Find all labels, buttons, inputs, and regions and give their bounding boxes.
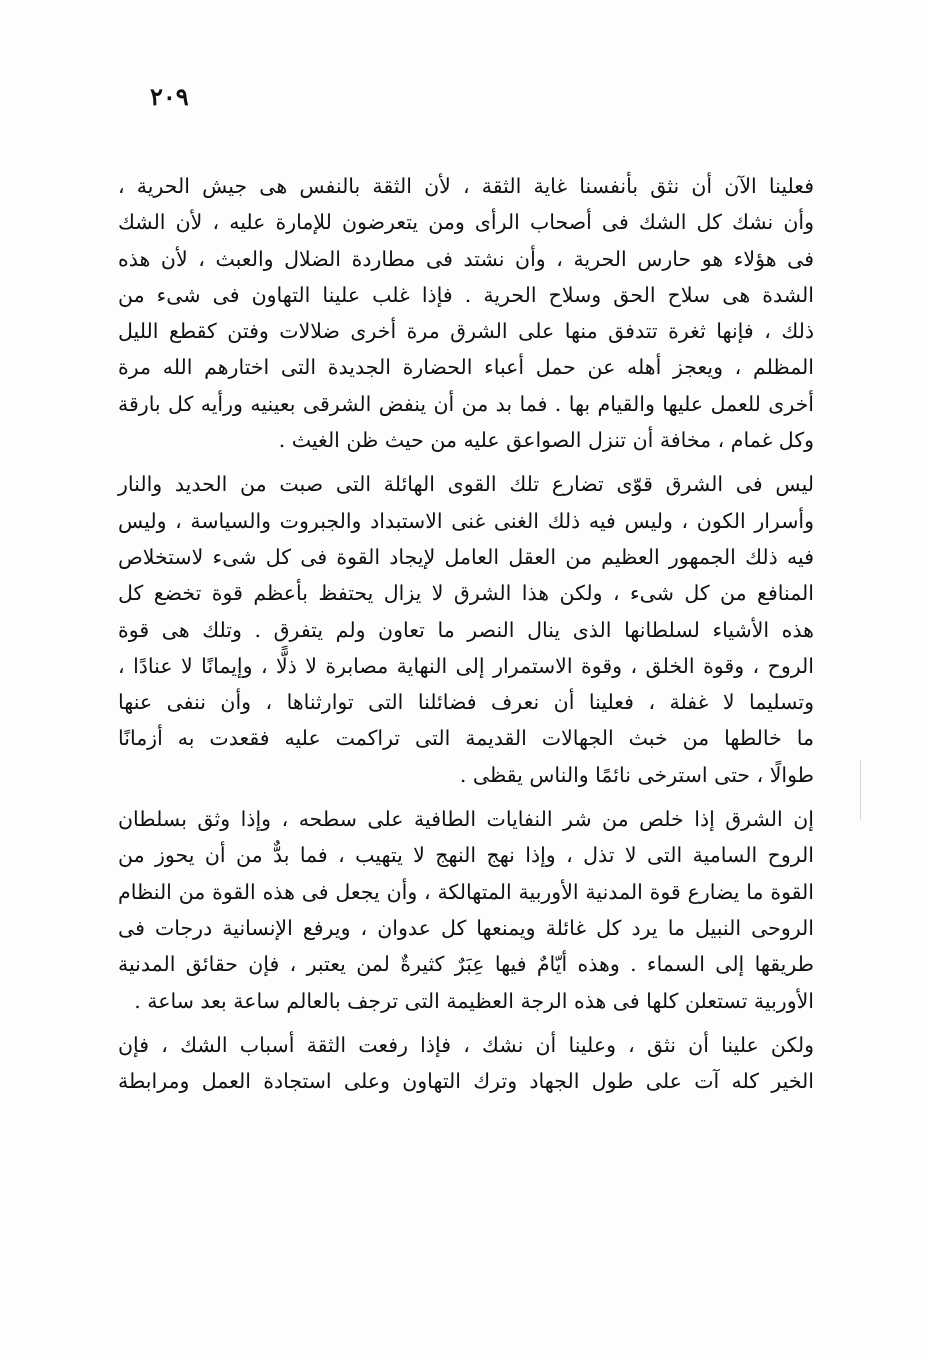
text-line: طريقها إلى السماء . وهذه أيّامٌ فيها عِبَرٌ كثيرةٌ لمن يعتبر ، فإن حقائق المدنية — [118, 952, 814, 977]
text-line: الخير كله آت على طول الجهاد وترك التهاون وعلى استجادة العمل ومرابطة — [118, 1069, 814, 1094]
paragraph — [118, 466, 840, 793]
text-line: ليس فى الشرق قوّى تضارع تلك القوى الهائلة التى صبت من الحديد والنار — [118, 472, 814, 497]
text-line: الأوربية تستعلن كلها فى هذه الرجة العظيمة التى ترجف بالعالم ساعة بعد ساعة . — [134, 988, 814, 1013]
text-line: طوالًا ، حتى استرخى نائمًا والناس يقظى . — [459, 762, 814, 787]
text-line: إن الشرق إذا خلص من شر النفايات الطافية على سطحه ، وإذا وثق بسلطان — [118, 807, 814, 832]
text-line: أخرى للعمل عليها والقيام بها . فما بد من أن ينفض الشرقى بعينيه ورأيه كل بارقة — [118, 391, 814, 416]
margin-mark — [860, 760, 861, 820]
text-line: فعلينا الآن أن نثق بأنفسنا غاية الثقة ، لأن الثقة بالنفس هى جيش الحرية ، — [118, 174, 814, 198]
text-line: المنافع من كل شىء ، ولكن هذا الشرق لا يزال يحتفظ بأعظم قوة تخضع كل — [118, 581, 814, 606]
text-line: فيه ذلك الجمهور العظيم من العقل العامل لإيجاد القوة فى كل شىء لاستخلاص — [118, 544, 814, 569]
text-line: هذه الأشياء لسلطانها الذى ينال النصر ما تعاون ولم يتفرق . وتلك هى قوة — [118, 617, 814, 642]
text-line: وأن نشك كل الشك فى أصحاب الرأى ومن يتعرضون للإمارة عليه ، لأن الشك — [118, 210, 814, 235]
text-line: ولكن علينا أن نثق ، وعلينا أن نشك ، فإذا رفعت الثقة أسباب الشك ، فإن — [118, 1032, 814, 1057]
text-line: القوة ما يضارع قوة المدنية الأوربية المتهالكة ، وأن يجعل فى هذه القوة من النظام — [118, 879, 814, 904]
paragraph — [118, 168, 840, 458]
text-line: الروح ، وقوة الخلق ، وقوة الاستمرار إلى النهاية مصابرة لا ذلًّا ، وإيمانًا لا عنادًا ، — [118, 653, 814, 678]
text-line: وأسرار الكون ، وليس فيه ذلك الغنى غنى الاستبداد والجبروت والسياسة ، وليس — [118, 508, 814, 533]
text-line: المظلم ، ويعجز أهله عن حمل أعباء الحضارة الجديدة التى اختارهم الله مرة — [118, 355, 814, 380]
text-line: الشدة هى سلاح الحق وسلاح الحرية . فإذا غلب علينا التهاون فى شىء من — [118, 282, 814, 307]
text-line: ذلك ، فإنها ثغرة تتدفق منها على الشرق مرة أخرى ضلالات وفتن كقطع الليل — [118, 319, 814, 344]
text-line: ما خالطها من خبث الجهالات القديمة التى تراكمت عليه فقعدت به أزمانًا — [118, 726, 814, 751]
text-line: فى هؤلاء هو حارس الحرية ، وأن نشتد فى مطاردة الضلال والعبث ، لأن هذه — [118, 246, 814, 271]
text-line: وتسليما لا غفلة ، فعلينا أن نعرف فضائلنا التى توارثناها ، وأن ننفى عنها — [118, 690, 814, 715]
text-line: الروح السامية التى لا تذل ، وإذا نهج النهج لا يتهيب ، فما بدٌّ من أن يحوز من — [118, 843, 814, 868]
paragraph — [118, 1027, 840, 1100]
text-line: الروحى النبيل ما يرد كل غائلة ويمنعها كل عدوان ، ويرفع الإنسانية درجات فى — [118, 915, 814, 940]
paragraph — [118, 801, 840, 1019]
page-number: ٢٠٩ — [150, 82, 189, 111]
text-line: وكل غمام ، مخافة أن تنزل الصواعق عليه من حيث ظن الغيث . — [278, 428, 814, 453]
body-text — [118, 168, 840, 1107]
